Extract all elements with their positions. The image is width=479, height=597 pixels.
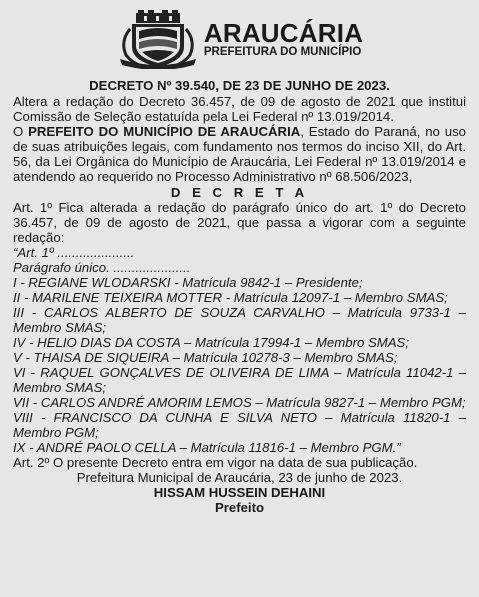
article-1: Art. 1º Fica alterada a redação do parágrafo único do art. 1º do Decreto 36.457, de 09 de agosto de 2021, que passa a vigorar com a seguinte redação: bbox=[13, 200, 466, 245]
list-item: IX - ANDRÉ PAOLO CELLA – Matrícula 11816-1 – Membro PGM.” bbox=[13, 440, 401, 455]
list-item: VII - CARLOS ANDRÉ AMORIM LEMOS – Matrícula 9827-1 – Membro PGM; bbox=[13, 395, 466, 410]
list-item: VIII - FRANCISCO DA CUNHA E SILVA NETO – Matrícula 11820-1 – Membro PGM; bbox=[13, 410, 466, 440]
article-2: Art. 2º O presente Decreto entra em vigor na data de sua publicação. bbox=[13, 455, 418, 470]
brand-subtitle: PREFEITURA DO MUNICÍPIO bbox=[203, 45, 362, 58]
list-item: VI - RAQUEL GONÇALVES DE OLIVEIRA DE LIMA – Matrícula 11042-1 – Membro SMAS; bbox=[13, 365, 466, 395]
brand-block bbox=[203, 17, 364, 59]
signer-name: HISSAM HUSSEIN DEHAINI bbox=[153, 485, 326, 500]
list-item: II - MARILENE TEIXEIRA MOTTER - Matrícula 12097-1 – Membro SMAS; bbox=[13, 290, 448, 305]
list-item: V - THAISA DE SIQUEIRA – Matrícula 10278-3 – Membro SMAS; bbox=[13, 350, 398, 365]
member-list bbox=[13, 275, 466, 455]
masthead bbox=[13, 8, 466, 70]
quote-paragraph: Parágrafo único. ..................... bbox=[13, 260, 191, 275]
signer-role: Prefeito bbox=[214, 500, 265, 515]
brand-name: ARAUCÁRIA bbox=[203, 17, 364, 48]
quote-article: “Art. 1º ..................... bbox=[13, 245, 135, 260]
municipal-crest-icon bbox=[116, 9, 200, 69]
place-date: Prefeitura Municipal de Araucária, 23 de junho de 2023. bbox=[76, 470, 403, 485]
list-item: III - CARLOS ALBERTO DE SOUZA CARVALHO – Matrícula 9733-1 – Membro SMAS; bbox=[13, 305, 466, 335]
decree-summary: Altera a redação do Decreto 36.457, de 09 de agosto de 2021 que institui Comissão de Seleção estatuída pela Lei Federal nº 13.019/2014. bbox=[13, 94, 466, 124]
list-item: I - REGIANE WLODARSKI - Matrícula 9842-1 – Presidente; bbox=[13, 275, 363, 290]
decree-preamble bbox=[13, 124, 466, 184]
preamble-rest: , Estado do Paraná, no uso de suas atribuições legais, com fundamento nos termos do inciso XII, do Art. 56, da Lei Orgânica do Município de Araucária, Lei Federal nº 13.019/2014 e atendendo ao requerido no Processo Administrativo nº 68.506/2023, bbox=[13, 124, 466, 184]
preamble-authority: PREFEITO DO MUNICÍPIO DE ARAUCÁRIA bbox=[28, 124, 301, 139]
decree-title: DECRETO Nº 39.540, DE 23 DE JUNHO DE 2023. bbox=[89, 78, 390, 93]
list-item: IV - HELIO DIAS DA COSTA – Matrícula 17994-1 – Membro SMAS; bbox=[13, 335, 409, 350]
decreta-heading: D E C R E T A bbox=[170, 185, 309, 200]
preamble-prefix: O bbox=[13, 124, 29, 139]
